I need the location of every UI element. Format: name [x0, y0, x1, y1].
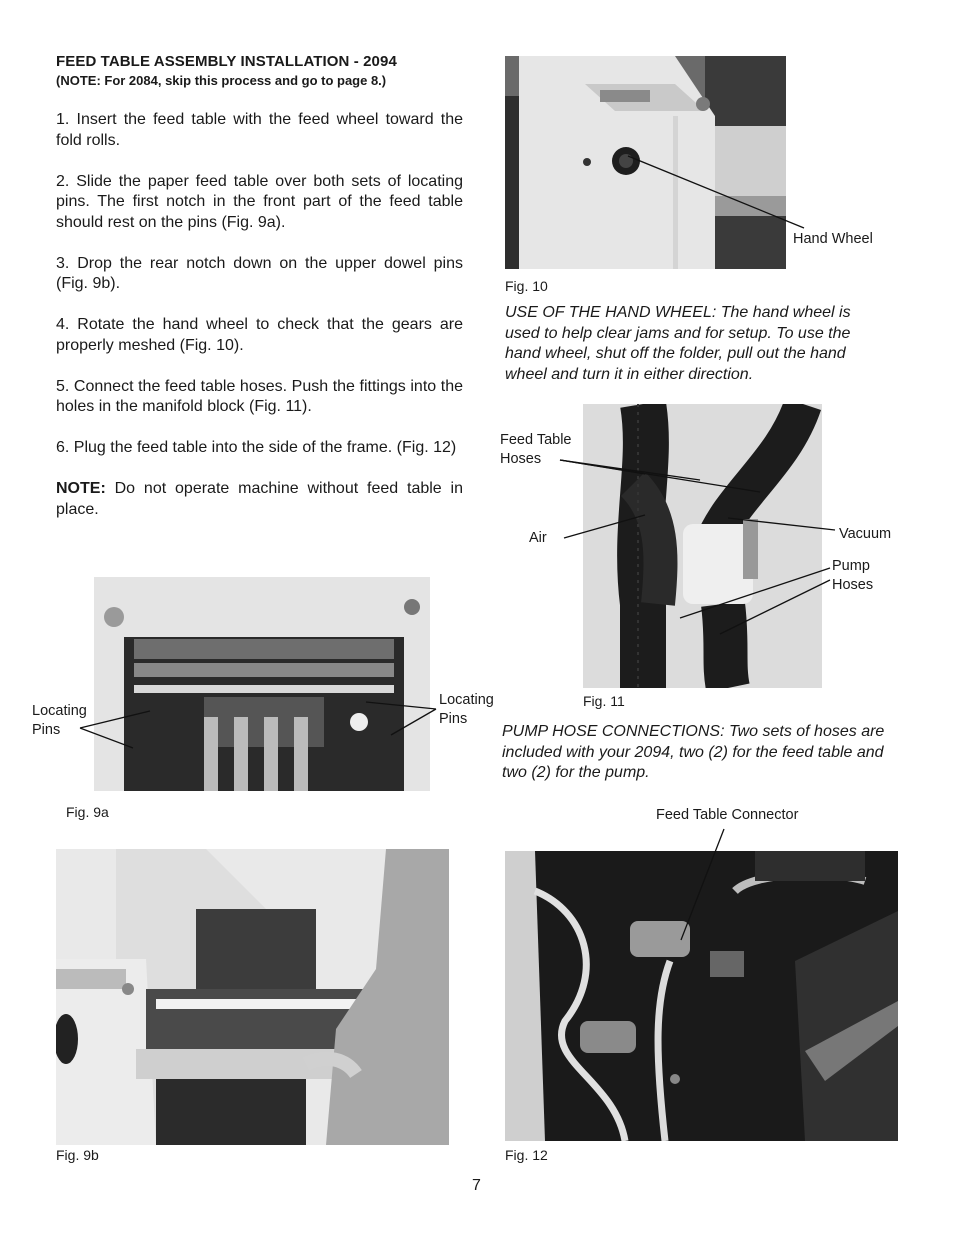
fig10-label-hand-wheel: Hand Wheel	[793, 231, 873, 247]
fig12-caption: Fig. 12	[505, 1147, 548, 1163]
fig9b-photo	[56, 849, 449, 1145]
fig9a-label-locating-pins-left: Locating Pins	[32, 703, 87, 738]
warning-note	[56, 479, 463, 520]
fig11-caption: Fig. 11	[583, 693, 625, 709]
fig12-label-feed-table-connector: Feed Table Connector	[656, 807, 799, 823]
step-4: 4. Rotate the hand wheel to check that the gears are properly meshed (Fig. 10).	[56, 316, 463, 354]
fig9a-label-locating-pins-right: Locating Pins	[439, 692, 494, 727]
step-5: 5. Connect the feed table hoses. Push the fittings into the holes in the manifold block (Fig. 11).	[56, 377, 463, 415]
fig12-photo	[505, 851, 898, 1141]
step-2: 2. Slide the paper feed table over both sets of locating pins. The first notch in the front part of the feed table should rest on the pins (Fig. 9a).	[56, 172, 463, 231]
steps-list	[56, 110, 463, 541]
fig9b-caption: Fig. 9b	[56, 1147, 99, 1163]
step-6: 6. Plug the feed table into the side of the frame. (Fig. 12)	[56, 439, 457, 456]
step-1: 1. Insert the feed table with the feed wheel toward the fold rolls.	[56, 111, 463, 149]
fig9a-photo	[94, 577, 430, 791]
section-note: (NOTE: For 2084, skip this process and go to page 8.)	[56, 73, 387, 88]
fig11-label-pump-hoses: Pump Hoses	[832, 558, 874, 593]
page-number: 7	[472, 1177, 481, 1194]
section-title: FEED TABLE ASSEMBLY INSTALLATION - 2094	[56, 53, 397, 70]
fig11-label-air: Air	[529, 530, 547, 546]
fig10-caption: Fig. 10	[505, 278, 548, 294]
fig11-label-vacuum: Vacuum	[839, 526, 892, 542]
fig11-label-feed-table-hoses: Feed Table Hoses	[500, 432, 572, 467]
warning-label: NOTE:	[56, 480, 106, 497]
step-3: 3. Drop the rear notch down on the upper dowel pins (Fig. 9b).	[56, 254, 463, 292]
fig11-description: PUMP HOSE CONNECTIONS: Two sets of hoses are included with your 2094, two (2) for the feed table and two (2) for the pump.	[502, 723, 885, 781]
fig10-photo	[505, 56, 786, 269]
warning-text: Do not operate machine without feed table in place.	[56, 480, 463, 518]
fig9a-caption: Fig. 9a	[66, 804, 109, 820]
fig11-photo	[583, 404, 822, 688]
fig10-description: USE OF THE HAND WHEEL: The hand wheel is used to help clear jams and for setup. To use the hand wheel, shut off the folder, pull out the hand wheel and turn it in either direction.	[505, 304, 851, 383]
